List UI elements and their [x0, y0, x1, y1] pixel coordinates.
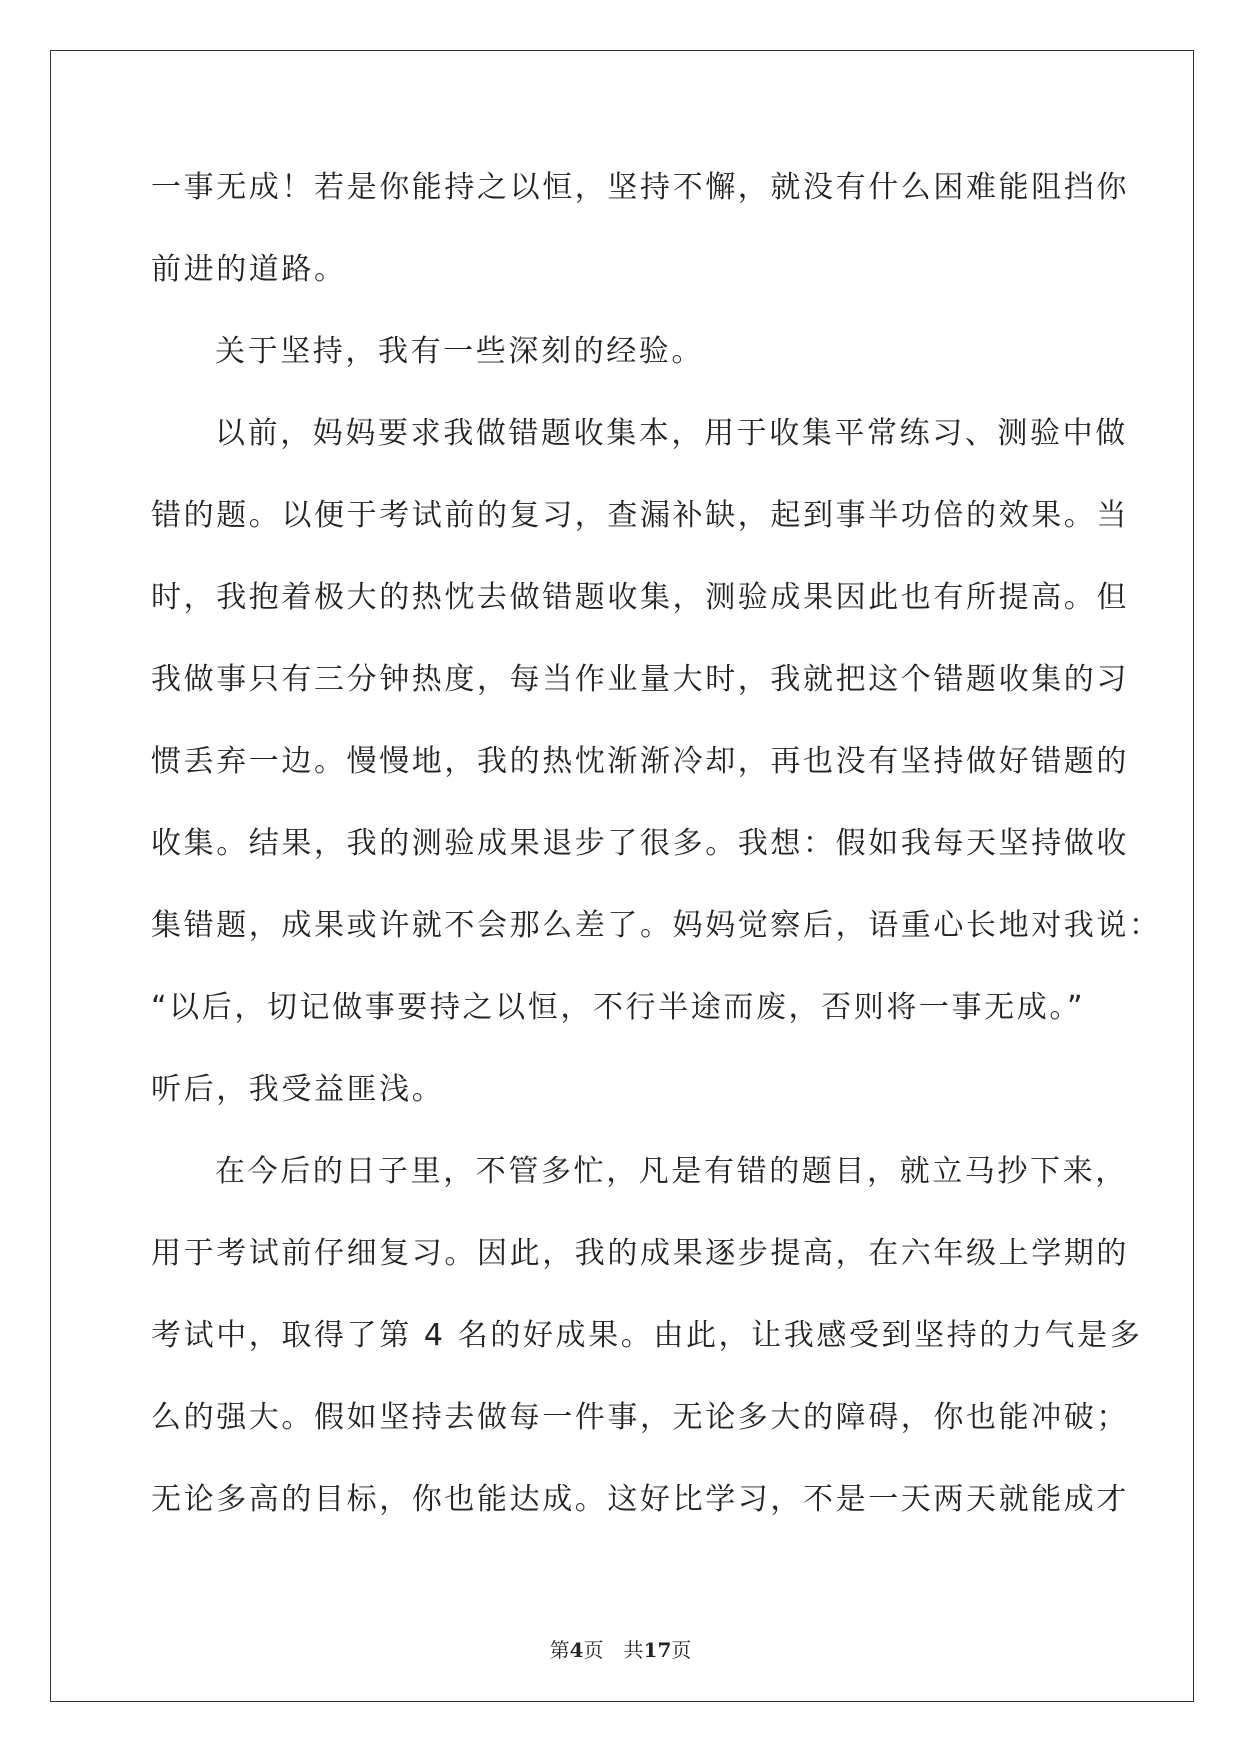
text-line: 一事无成！若是你能持之以恒，坚持不懈，就没有什么困难能阻挡你: [151, 170, 1129, 205]
page-footer: [0, 1634, 1241, 1663]
total-suffix: 页: [671, 1638, 692, 1662]
text-line: 关于坚持，我有一些深刻的经验。: [215, 334, 704, 369]
text-line: “以后，切记做事要持之以恒，不行半途而废，否则将一事无成。”: [151, 990, 1086, 1025]
text-line: 在今后的日子里，不管多忙，凡是有错的题目，就立马抄下来，: [215, 1154, 1128, 1189]
text-line: 收集。结果，我的测验成果退步了很多。我想：假如我每天坚持做收: [151, 826, 1129, 861]
text-line: 集错题，成果或许就不会那么差了。妈妈觉察后，语重心长地对我说：: [151, 908, 1162, 943]
document-body: [151, 158, 1162, 1552]
text-line: 我做事只有三分钟热度，每当作业量大时，我就把这个错题收集的习: [151, 662, 1129, 697]
text-line: 错的题。以便于考试前的复习，查漏补缺，起到事半功倍的效果。当: [151, 498, 1129, 533]
text-line: 时，我抱着极大的热忱去做错题收集，测验成果因此也有所提高。但: [151, 580, 1129, 615]
text-line: 以前，妈妈要求我做错题收集本，用于收集平常练习、测验中做: [215, 416, 1128, 451]
total-prefix: 共: [623, 1638, 644, 1662]
total-pages: 17: [643, 1638, 672, 1662]
page-number: 4: [569, 1638, 584, 1662]
text-line: 前进的道路。: [151, 252, 347, 287]
text-line: 无论多高的目标，你也能达成。这好比学习，不是一天两天就能成才: [151, 1482, 1129, 1517]
page-prefix: 第: [549, 1638, 570, 1662]
text-line: 听后，我受益匪浅。: [151, 1072, 445, 1107]
text-line: 惯丢弃一边。慢慢地，我的热忱渐渐冷却，再也没有坚持做好错题的: [151, 744, 1129, 779]
text-line: 用于考试前仔细复习。因此，我的成果逐步提高，在六年级上学期的: [151, 1236, 1129, 1271]
page-suffix: 页: [583, 1638, 604, 1662]
text-line: 考试中，取得了第 4 名的好成果。由此，让我感受到坚持的力气是多: [151, 1318, 1143, 1353]
text-line: 么的强大。假如坚持去做每一件事，无论多大的障碍，你也能冲破；: [151, 1400, 1129, 1435]
